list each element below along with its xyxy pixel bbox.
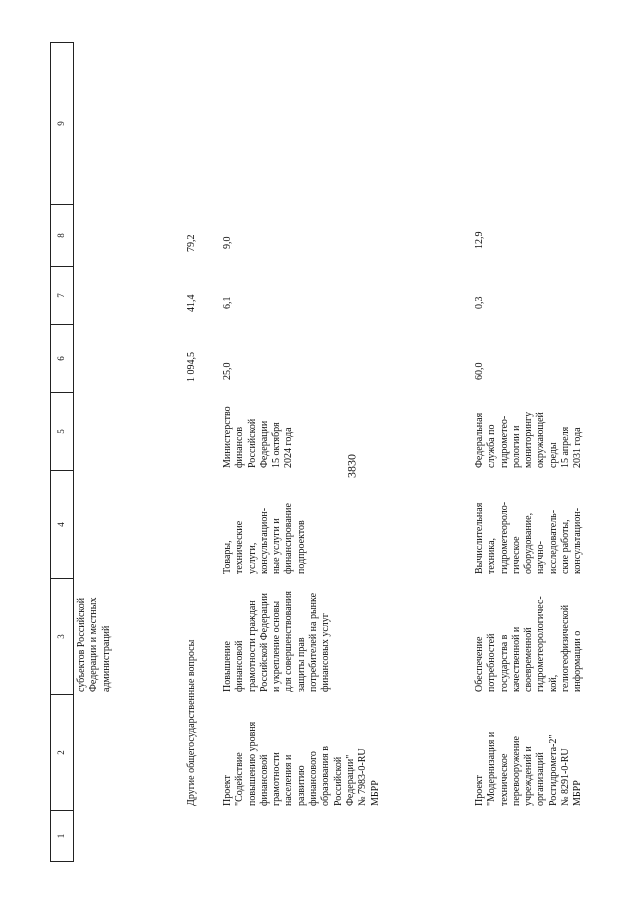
header-col-7: 7	[51, 266, 73, 324]
row-2-col3: Обеспечение потребностей государства в качественной и своевременной гидрометеорологичес- кой, гелиогеофизической информации о	[474, 596, 584, 692]
header-col-4: 4	[51, 470, 73, 578]
row-2-col7: 0,3	[474, 296, 485, 309]
rotated-table	[50, 42, 590, 862]
row-2-col5: Федеральная служба по гидрометео- рологии и мониторингу окружающей среды 15 апреля 2031 года	[474, 411, 584, 468]
row-1-col2: Проект "Содействие повышению уровня финансовой грамотности населения и развитию финансового образования в Российской Федерации" № 7983-0-RU МБРР	[222, 721, 381, 806]
page-number: 3830	[344, 454, 359, 478]
row-1-col5: Министерство финансов Российской Федерации 15 октября 2024 года	[222, 406, 295, 468]
continuation-text: субъектов Российской Федерации и местных администраций	[76, 597, 112, 692]
row-2-col4: Вычислительная техника, гидрометеороло- гическое оборудование, научно- исследователь- ские работы, консультацион-	[474, 501, 584, 574]
table-header	[50, 42, 74, 862]
section-col7: 41,4	[186, 294, 197, 312]
row-2-col2: Проект "Модернизация и техническое перевооружение учреждений и организаций Росгидромета-2" № 8291-0-RU МБРР	[474, 731, 584, 806]
header-col-9: 9	[51, 42, 73, 204]
row-1-col6: 25,0	[222, 362, 233, 380]
header-col-8: 8	[51, 204, 73, 266]
header-col-3: 3	[51, 578, 73, 694]
row-1-col7: 6,1	[222, 296, 233, 309]
row-1-col3: Повышение финансовой грамотности граждан Российской Федерации и укрепление основы для совершенствования защиты прав потребителей на рынке финансовых услуг	[222, 590, 332, 692]
row-1-col4: Товары, технические услуги, консультацион- ные услуги и финансирование подпроектов	[222, 503, 307, 574]
header-col-5: 5	[51, 392, 73, 470]
section-col8: 79,2	[186, 234, 197, 252]
section-col6: 1 094,5	[186, 352, 197, 382]
row-1-col8: 9,0	[222, 236, 233, 249]
header-col-2: 2	[51, 694, 73, 810]
section-title: Другие общегосударственные вопросы	[186, 639, 197, 806]
row-2-col8: 12,9	[474, 231, 485, 249]
header-col-6: 6	[51, 324, 73, 392]
row-2-col6: 60,0	[474, 362, 485, 380]
header-col-1: 1	[51, 810, 73, 862]
